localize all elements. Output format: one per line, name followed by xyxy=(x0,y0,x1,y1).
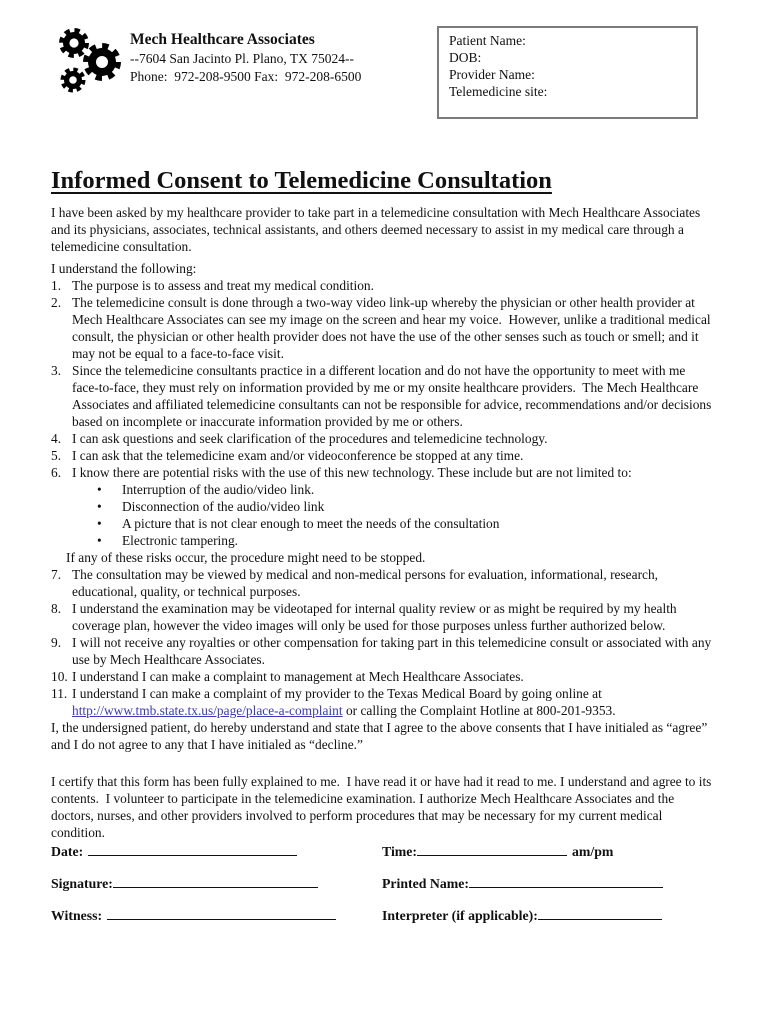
item-text: The consultation may be viewed by medical and non-medical persons for evaluation, informational, research, educational, quality, or technical purposes. xyxy=(72,567,662,599)
item-number: 5. xyxy=(51,448,62,463)
bullet-icon: • xyxy=(97,533,102,548)
risk-bullet-item xyxy=(97,532,715,549)
risk-bullet-item xyxy=(97,498,715,515)
ampm-label: am/pm xyxy=(572,844,614,859)
witness-interpreter-row xyxy=(51,907,715,924)
date-field[interactable] xyxy=(88,843,297,856)
intro-paragraph: I have been asked by my healthcare provider to take part in a telemedicine consultation with Mech Healthcare Associates and its physicians, associates, technical assistants, and others deemed necessary to assist in my medical care through a telemedicine consultation. xyxy=(51,205,704,254)
document-body xyxy=(51,166,715,924)
dob-field[interactable] xyxy=(481,49,696,66)
consent-item xyxy=(51,294,715,362)
consent-item xyxy=(51,566,715,600)
item-text: I understand the examination may be videotaped for internal quality review or as might be required by my health coverage plan, however the video images will only be used for those purposes unless further authorized below. xyxy=(72,601,680,633)
telemedicine-site-field[interactable] xyxy=(547,83,696,100)
risk-bullet-item xyxy=(97,515,715,532)
understand-heading: I understand the following: xyxy=(51,261,197,276)
item-number: 6. xyxy=(51,465,62,480)
item-text: The telemedicine consult is done through a two-way video link-up whereby the physician or other health provider at Mech Healthcare Associates can see my image on the screen and hear my voice. However, unlike a traditional medical consult, the physician or other health provider does not have the use of the other senses such as touch or smell; and it may not be equal to a face-to-face visit. xyxy=(72,295,714,361)
signature-label: Signature: xyxy=(51,876,113,891)
provider-name-field[interactable] xyxy=(535,66,696,83)
item-number: 2. xyxy=(51,295,62,310)
consent-item xyxy=(51,685,715,719)
consent-item xyxy=(51,634,715,668)
risk-bullet-text: Disconnection of the audio/video link xyxy=(122,499,325,514)
time-label: Time: xyxy=(382,844,417,859)
interpreter-field[interactable] xyxy=(538,907,662,920)
telemedicine-site-label: Telemedicine site: xyxy=(449,84,548,99)
bullet-icon: • xyxy=(97,482,102,497)
provider-name-label: Provider Name: xyxy=(449,67,535,82)
item-text: I understand I can make a complaint of my provider to the Texas Medical Board by going online at http://www.tmb.state.tx.us/page/place-a-complaint or calling the Complaint Hotline at 800-201-9353. xyxy=(72,686,616,718)
interpreter-label: Interpreter (if applicable): xyxy=(382,908,538,923)
date-label: Date: xyxy=(51,844,84,859)
risk-bullet-text: Electronic tampering. xyxy=(122,533,239,548)
item-text: I will not receive any royalties or other compensation for taking part in this telemedicine consult or associated with any use by Mech Healthcare Associates. xyxy=(72,635,715,667)
item-number: 10. xyxy=(51,669,68,684)
org-info-block xyxy=(130,30,361,86)
risk-bullet-text: A picture that is not clear enough to meet the needs of the consultation xyxy=(122,516,500,531)
item-number: 4. xyxy=(51,431,62,446)
consent-item xyxy=(51,464,715,481)
signature-field[interactable] xyxy=(113,875,318,888)
item-number: 1. xyxy=(51,278,62,293)
bullet-icon: • xyxy=(97,499,102,514)
consent-item xyxy=(51,430,715,447)
dob-label: DOB: xyxy=(449,50,482,65)
item-number: 8. xyxy=(51,601,62,616)
page-title: Informed Consent to Telemedicine Consultation xyxy=(51,167,552,194)
bullet-icon: • xyxy=(97,516,102,531)
item-text: I know there are potential risks with the use of this new technology. These include but are not limited to: xyxy=(72,465,632,480)
item-text: I can ask that the telemedicine exam and/or videoconference be stopped at any time. xyxy=(72,448,524,463)
risk-bullet-text: Interruption of the audio/video link. xyxy=(122,482,315,497)
org-name: Mech Healthcare Associates xyxy=(130,31,315,48)
item-text: I can ask questions and seek clarification of the procedures and telemedicine technology. xyxy=(72,431,548,446)
org-phone-fax: Phone: 972-208-9500 Fax: 972-208-6500 xyxy=(130,69,362,84)
certify-paragraph: I certify that this form has been fully explained to me. I have read it or have had it read to me. I understand and agree to its contents. I volunteer to participate in the telemedicine examination. I authorize Mech Healthcare Associates and the doctors, nurses, and other providers involved to perform procedures that may be necessary for my current medical condition. xyxy=(51,774,715,840)
item-text: Since the telemedicine consultants practice in a different location and do not have the opportunity to meet with me face-to-face, they must rely on information provided by me or my onsite healthcare providers. The Mech Healthcare Associates and affiliated telemedicine consultants can not be responsible for advice, recommendations and/or decisions based on incomplete or inaccurate information provided by me or others. xyxy=(72,363,715,429)
patient-name-label: Patient Name: xyxy=(449,33,526,48)
gears-logo-icon xyxy=(56,26,128,100)
date-time-row xyxy=(51,843,715,860)
item-number: 7. xyxy=(51,567,62,582)
item-text: The purpose is to assess and treat my medical condition. xyxy=(72,278,374,293)
item-number: 11. xyxy=(51,686,68,701)
tmb-complaint-link[interactable]: http://www.tmb.state.tx.us/page/place-a-complaint xyxy=(72,703,343,718)
witness-field[interactable] xyxy=(107,907,336,920)
witness-label: Witness: xyxy=(51,908,103,923)
item-number: 9. xyxy=(51,635,62,650)
printed-name-label: Printed Name: xyxy=(382,876,469,891)
org-address: --7604 San Jacinto Pl. Plano, TX 75024-- xyxy=(130,51,354,66)
printed-name-field[interactable] xyxy=(469,875,663,888)
consent-item xyxy=(51,447,715,464)
risk-bullet-item xyxy=(97,481,715,498)
signature-printedname-row xyxy=(51,875,715,892)
consent-item xyxy=(51,362,715,430)
patient-info-box xyxy=(437,26,698,119)
consent-item xyxy=(51,668,715,685)
closing-paragraph: I, the undersigned patient, do hereby understand and state that I agree to the above consents that I have initialed as “agree” and I do not agree to any that I have initialed as “decline.” xyxy=(51,720,711,752)
item-number: 3. xyxy=(51,363,62,378)
risk-note: If any of these risks occur, the procedure might need to be stopped. xyxy=(66,550,426,565)
time-field[interactable] xyxy=(417,843,567,856)
consent-list xyxy=(51,277,715,719)
consent-item xyxy=(51,277,715,294)
item-text: I understand I can make a complaint to management at Mech Healthcare Associates. xyxy=(72,669,524,684)
consent-item xyxy=(51,600,715,634)
patient-name-field[interactable] xyxy=(526,32,696,49)
